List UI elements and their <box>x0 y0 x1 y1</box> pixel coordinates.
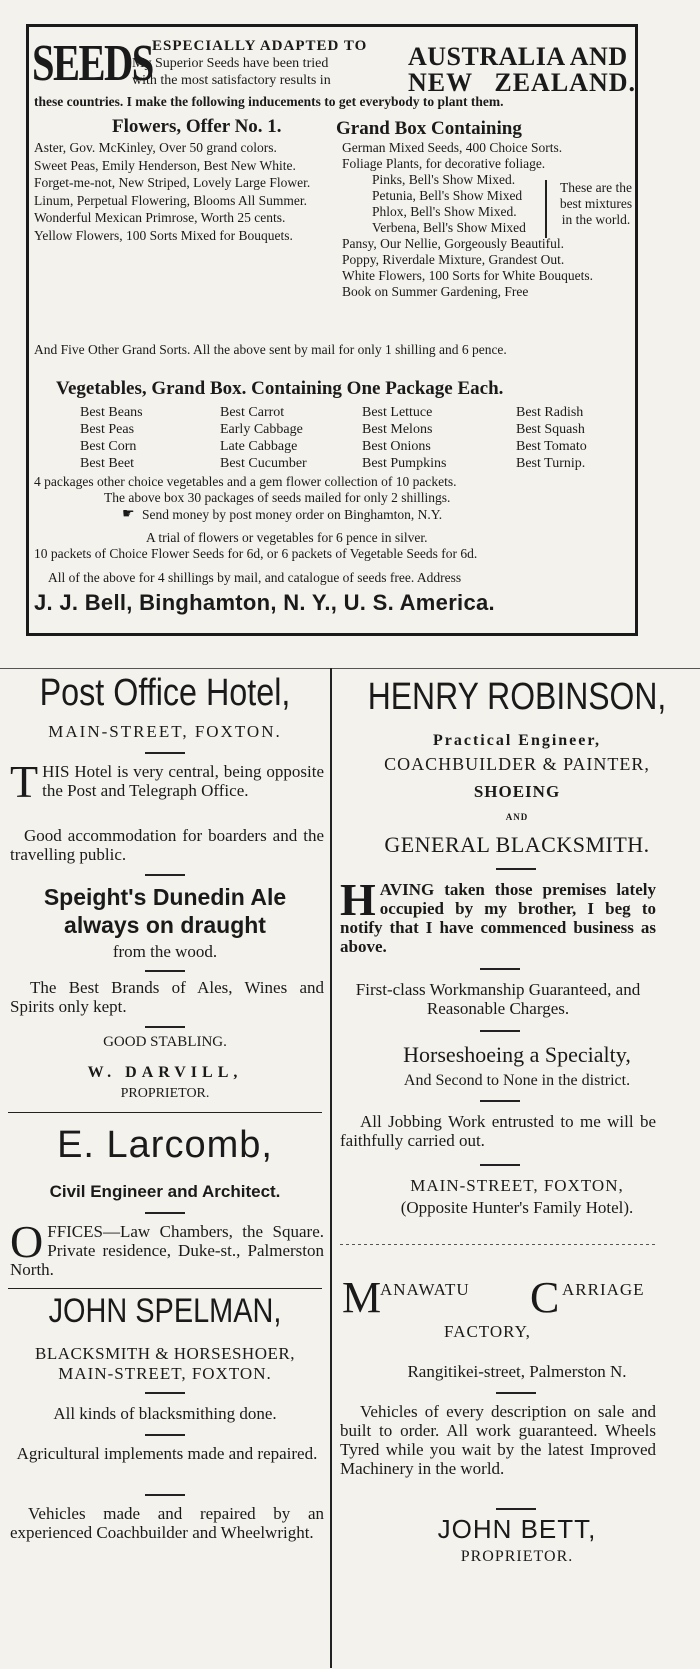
list-item: Verbena, Bell's Show Mixed <box>372 220 526 235</box>
list-item: Early Cabbage <box>220 422 303 437</box>
divider <box>145 970 185 972</box>
larcomb-title: E. Larcomb, <box>57 1124 273 1166</box>
drop-cap: O <box>10 1216 44 1267</box>
ad-separator <box>340 1244 656 1245</box>
spelman-trade: BLACKSMITH & HORSESHOER, <box>35 1344 295 1363</box>
list-item: Best Corn <box>80 439 137 454</box>
list-item: Best Peas <box>80 422 135 437</box>
manawatu-para: Vehicles of every description on sale and built to order. All work guaranteed. Wheels Tyred while you wait by the latest Improved Machinery in the world. <box>340 1402 656 1478</box>
list-item: Forget-me-not, New Striped, Lovely Large Flower. <box>34 175 311 190</box>
seeds-intro-2: with the most satisfactory results in <box>132 73 331 88</box>
list-item: Yellow Flowers, 100 Sorts Mixed for Bouquets. <box>34 227 293 243</box>
robinson-para-1: HAVING taken those premises lately occupied by my brother, I beg to notify that I have commenced business as above. <box>340 874 656 956</box>
list-item: Best Cucumber <box>220 456 307 471</box>
robinson-practical-engineer: Practical Engineer, <box>432 732 602 749</box>
manawatu-proprietor-role: PROPRIETOR. <box>460 1548 574 1565</box>
list-item: Foliage Plants, for decorative foliage. <box>342 156 546 171</box>
post-office-para-2: Good accommodation for boarders and the travelling public. <box>10 826 324 864</box>
list-item: Best Squash <box>516 422 585 437</box>
divider <box>145 874 185 876</box>
post-office-para-1: THIS Hotel is very central, being opposite the Post and Telegraph Office. <box>10 756 324 807</box>
ad-separator <box>8 1288 322 1289</box>
seeds-especially: ESPECIALLY ADAPTED TO <box>152 38 368 54</box>
flowers-offer-title: Flowers, Offer No. 1. <box>112 116 282 137</box>
heading-word: FACTORY, <box>444 1322 531 1341</box>
grand-box-title: Grand Box Containing <box>336 118 522 139</box>
divider <box>145 1392 185 1394</box>
heading-word: ANAWATU <box>380 1280 470 1299</box>
robinson-para-2: First-class Workmanship Guaranteed, and Reasonable Charges. <box>355 980 641 1018</box>
divider <box>480 968 520 970</box>
divider <box>145 1212 185 1214</box>
seeds-heading-australia: AUSTRALIA AND <box>408 42 628 71</box>
drop-cap: M <box>342 1273 382 1322</box>
robinson-and: AND <box>505 812 529 822</box>
veg-column <box>362 404 446 472</box>
proprietor-name: W. DARVILL, <box>87 1064 243 1081</box>
list-item: Aster, Gov. McKinley, Over 50 grand colors. <box>34 140 277 155</box>
robinson-title: HENRY ROBINSON, <box>367 676 667 718</box>
robinson-opposite: (Opposite Hunter's Family Hotel). <box>400 1198 634 1217</box>
ale-heading-2: always on draught <box>64 912 266 938</box>
robinson-general-blacksmith: GENERAL BLACKSMITH. <box>384 832 650 857</box>
seeds-intro-3: these countries. I make the following inducements to get everybody to plant them. <box>34 94 504 109</box>
list-item: Best Turnip. <box>516 456 586 471</box>
divider <box>145 1434 185 1436</box>
veg-column <box>80 404 143 472</box>
list-item: Poppy, Riverdale Mixture, Grandest Out. <box>342 252 565 267</box>
list-item: Phlox, Bell's Show Mixed. <box>372 204 517 219</box>
list-item: Best Tomato <box>516 439 587 454</box>
robinson-horseshoeing: Horseshoeing a Specialty, <box>403 1042 631 1067</box>
list-item: German Mixed Seeds, 400 Choice Sorts. <box>342 140 563 155</box>
ale-heading-1: Speight's Dunedin Ale <box>43 884 287 910</box>
robinson-second-to-none: And Second to None in the district. <box>403 1072 631 1089</box>
divider <box>145 1494 185 1496</box>
vegetables-title: Vegetables, Grand Box. Containing One Package Each. <box>56 378 504 399</box>
divider <box>496 1508 536 1510</box>
best-mixtures-note: These are the best mixtures in the world. <box>559 180 633 227</box>
list-item: Best Lettuce <box>362 405 433 420</box>
list-item: Best Radish <box>516 405 584 420</box>
good-stabling: GOOD STABLING. <box>103 1034 227 1050</box>
post-office-title: Post Office Hotel, <box>39 672 291 714</box>
divider <box>145 1026 185 1028</box>
from-the-wood: from the wood. <box>112 942 218 961</box>
list-item: Best Beet <box>80 456 135 471</box>
manawatu-street: Rangitikei-street, Palmerston N. <box>407 1362 627 1381</box>
manawatu-heading <box>340 1273 656 1341</box>
divider <box>496 868 536 870</box>
list-item: Best Pumpkins <box>362 456 447 471</box>
box-line: The above box 30 packages of seeds mailed for only 2 shillings. <box>104 490 451 505</box>
best-brands: The Best Brands of Ales, Wines and Spirits only kept. <box>10 978 324 1016</box>
section-divider <box>0 668 700 669</box>
pointing-hand-icon: ☛ <box>122 507 135 522</box>
robinson-shoeing: SHOEING <box>473 782 561 801</box>
spelman-title: JOHN SPELMAN, <box>48 1292 282 1330</box>
post-office-street: MAIN-STREET, FOXTON. <box>48 722 282 741</box>
list-item: Book on Summer Gardening, Free <box>342 284 529 299</box>
seeds-big-word: SEEDS <box>32 35 153 92</box>
proprietor-role: PROPRIETOR. <box>120 1086 210 1101</box>
drop-cap: C <box>530 1273 560 1322</box>
seeds-address: J. J. Bell, Binghamton, N. Y., U. S. America. <box>34 590 495 615</box>
heading-word: ARRIAGE <box>562 1280 645 1299</box>
drop-cap: H <box>340 874 376 925</box>
list-item: Sweet Peas, Emily Henderson, Best New White. <box>34 157 296 173</box>
veg-column <box>516 404 587 472</box>
list-item: Best Onions <box>362 439 431 454</box>
five-other-sorts: And Five Other Grand Sorts. All the above sent by mail for only 1 shilling and 6 pence. <box>34 342 507 357</box>
divider <box>480 1164 520 1166</box>
list-item: Best Beans <box>80 405 143 420</box>
seeds-intro-1: My Superior Seeds have been tried <box>132 56 329 71</box>
list-item: Wonderful Mexican Primrose, Worth 25 cents. <box>34 210 286 225</box>
best-mixtures-brace <box>545 180 555 238</box>
flowers-left-list <box>34 140 324 244</box>
spelman-line-2: Agricultural implements made and repaired. <box>16 1444 318 1463</box>
all-above-line: All of the above for 4 shillings by mail, and catalogue of seeds free. Address <box>48 570 462 585</box>
divider <box>480 1100 520 1102</box>
divider <box>145 752 185 754</box>
list-item: Late Cabbage <box>220 439 298 454</box>
larcomb-offices: OFFICES—Law Chambers, the Square. Private residence, Duke-st., Palmerston North. <box>10 1216 324 1279</box>
ad-separator <box>8 1112 322 1113</box>
spelman-street: MAIN-STREET, FOXTON. <box>58 1364 272 1383</box>
trial-line: A trial of flowers or vegetables for 6 pence in silver. <box>146 530 428 545</box>
spelman-line-1: All kinds of blacksmithing done. <box>53 1404 277 1423</box>
list-item: Pansy, Our Nellie, Gorgeously Beautiful. <box>342 236 564 251</box>
list-item: Linum, Perpetual Flowering, Blooms All Summer. <box>34 192 307 208</box>
divider <box>480 1030 520 1032</box>
list-item: Best Melons <box>362 422 433 437</box>
list-item: Petunia, Bell's Show Mixed <box>372 188 523 203</box>
list-item: Best Carrot <box>220 405 285 420</box>
seeds-heading-nz: NEW ZEALAND. <box>408 68 636 97</box>
spelman-line-3: Vehicles made and repaired by an experienced Coachbuilder and Wheelwright. <box>10 1504 324 1542</box>
manawatu-proprietor-name: JOHN BETT, <box>437 1514 597 1544</box>
packages-line: 4 packages other choice vegetables and a gem flower collection of 10 packets. <box>34 474 457 489</box>
robinson-street: MAIN-STREET, FOXTON, <box>410 1176 624 1195</box>
drop-cap: T <box>10 756 39 807</box>
list-item: White Flowers, 100 Sorts for White Bouquets. <box>342 268 593 283</box>
robinson-coachbuilder: COACHBUILDER & PAINTER, <box>384 754 650 774</box>
list-item: Pinks, Bell's Show Mixed. <box>372 172 516 187</box>
column-divider <box>330 668 332 1668</box>
divider <box>496 1392 536 1394</box>
ten-packets-line: 10 packets of Choice Flower Seeds for 6d, or 6 packets of Vegetable Seeds for 6d. <box>34 546 478 561</box>
robinson-para-3: All Jobbing Work entrusted to me will be faithfully carried out. <box>340 1112 656 1150</box>
send-money-line: Send money by post money order on Binghamton, N.Y. <box>142 507 443 522</box>
veg-column <box>220 404 307 472</box>
larcomb-role: Civil Engineer and Architect. <box>49 1182 281 1201</box>
